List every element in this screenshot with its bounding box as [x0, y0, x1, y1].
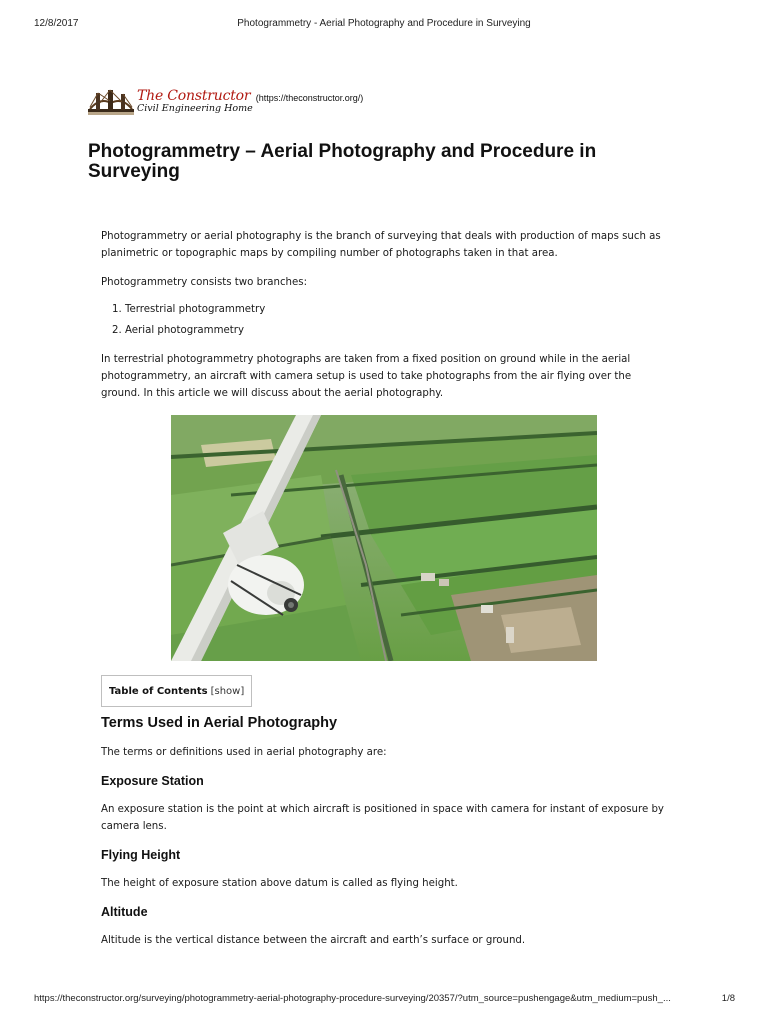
terms-heading: Terms Used in Aerial Photography: [101, 715, 338, 731]
toc-show-toggle[interactable]: show: [214, 685, 241, 697]
exposure-station-text: An exposure station is the point at which aircraft is positioned in space with camera for instant of exposure by camera lens.: [101, 804, 664, 832]
article-body: [101, 228, 671, 414]
aerial-photo: [171, 415, 597, 661]
site-url-link[interactable]: (https://theconstructor.org/): [255, 93, 364, 103]
altitude-heading: Altitude: [101, 905, 148, 919]
branches-intro: Photogrammetry consists two branches:: [101, 277, 308, 288]
aerial-photo-image: [171, 415, 597, 661]
flying-height-text: The height of exposure station above datum is called as flying height.: [101, 878, 458, 889]
brand-tagline: Civil Engineering Home: [137, 102, 253, 114]
list-item: 2. Aerial photogrammetry: [125, 322, 671, 339]
brand-name: The Constructor: [137, 87, 251, 104]
exposure-station-heading: Exposure Station: [101, 774, 204, 788]
terms-intro: The terms or definitions used in aerial photography are:: [101, 747, 387, 758]
brand-text: [137, 89, 253, 114]
print-header: [0, 18, 768, 32]
bridge-logo-icon: [88, 87, 134, 115]
page-number: 1/8: [721, 993, 735, 1004]
intro-paragraph: Photogrammetry or aerial photography is the branch of surveying that deals with production of maps such as planimetric or topographic maps by compiling number of photographs taken in that area.: [101, 231, 661, 259]
terms-section: [101, 712, 671, 949]
list-item: 1. Terrestrial photogrammetry: [125, 301, 671, 318]
branches-list: [101, 301, 671, 339]
print-page-title: Photogrammetry - Aerial Photography and Procedure in Surveying: [237, 18, 531, 29]
terrestrial-paragraph: In terrestrial photogrammetry photographs are taken from a fixed position on ground while in the aerial photogrammetry, an aircraft with camera setup is used to take photographs from the air flying over the ground. In this article we will discuss about the aerial photography.: [101, 354, 632, 399]
altitude-text: Altitude is the vertical distance between the aircraft and earth’s surface or ground.: [101, 935, 526, 946]
print-date: 12/8/2017: [34, 18, 79, 29]
table-of-contents: Table of Contents [ show ]: [101, 675, 252, 707]
article-title: Photogrammetry – Aerial Photography and Procedure in Surveying: [88, 141, 597, 182]
site-logo[interactable]: [88, 86, 363, 116]
print-page-url: https://theconstructor.org/surveying/photogrammetry-aerial-photography-procedure-surveying/20357/?utm_source=pushengage&utm_medium=push_...: [34, 993, 671, 1004]
toc-label: Table of Contents: [109, 685, 208, 697]
print-footer: [0, 993, 768, 1007]
flying-height-heading: Flying Height: [101, 848, 181, 862]
